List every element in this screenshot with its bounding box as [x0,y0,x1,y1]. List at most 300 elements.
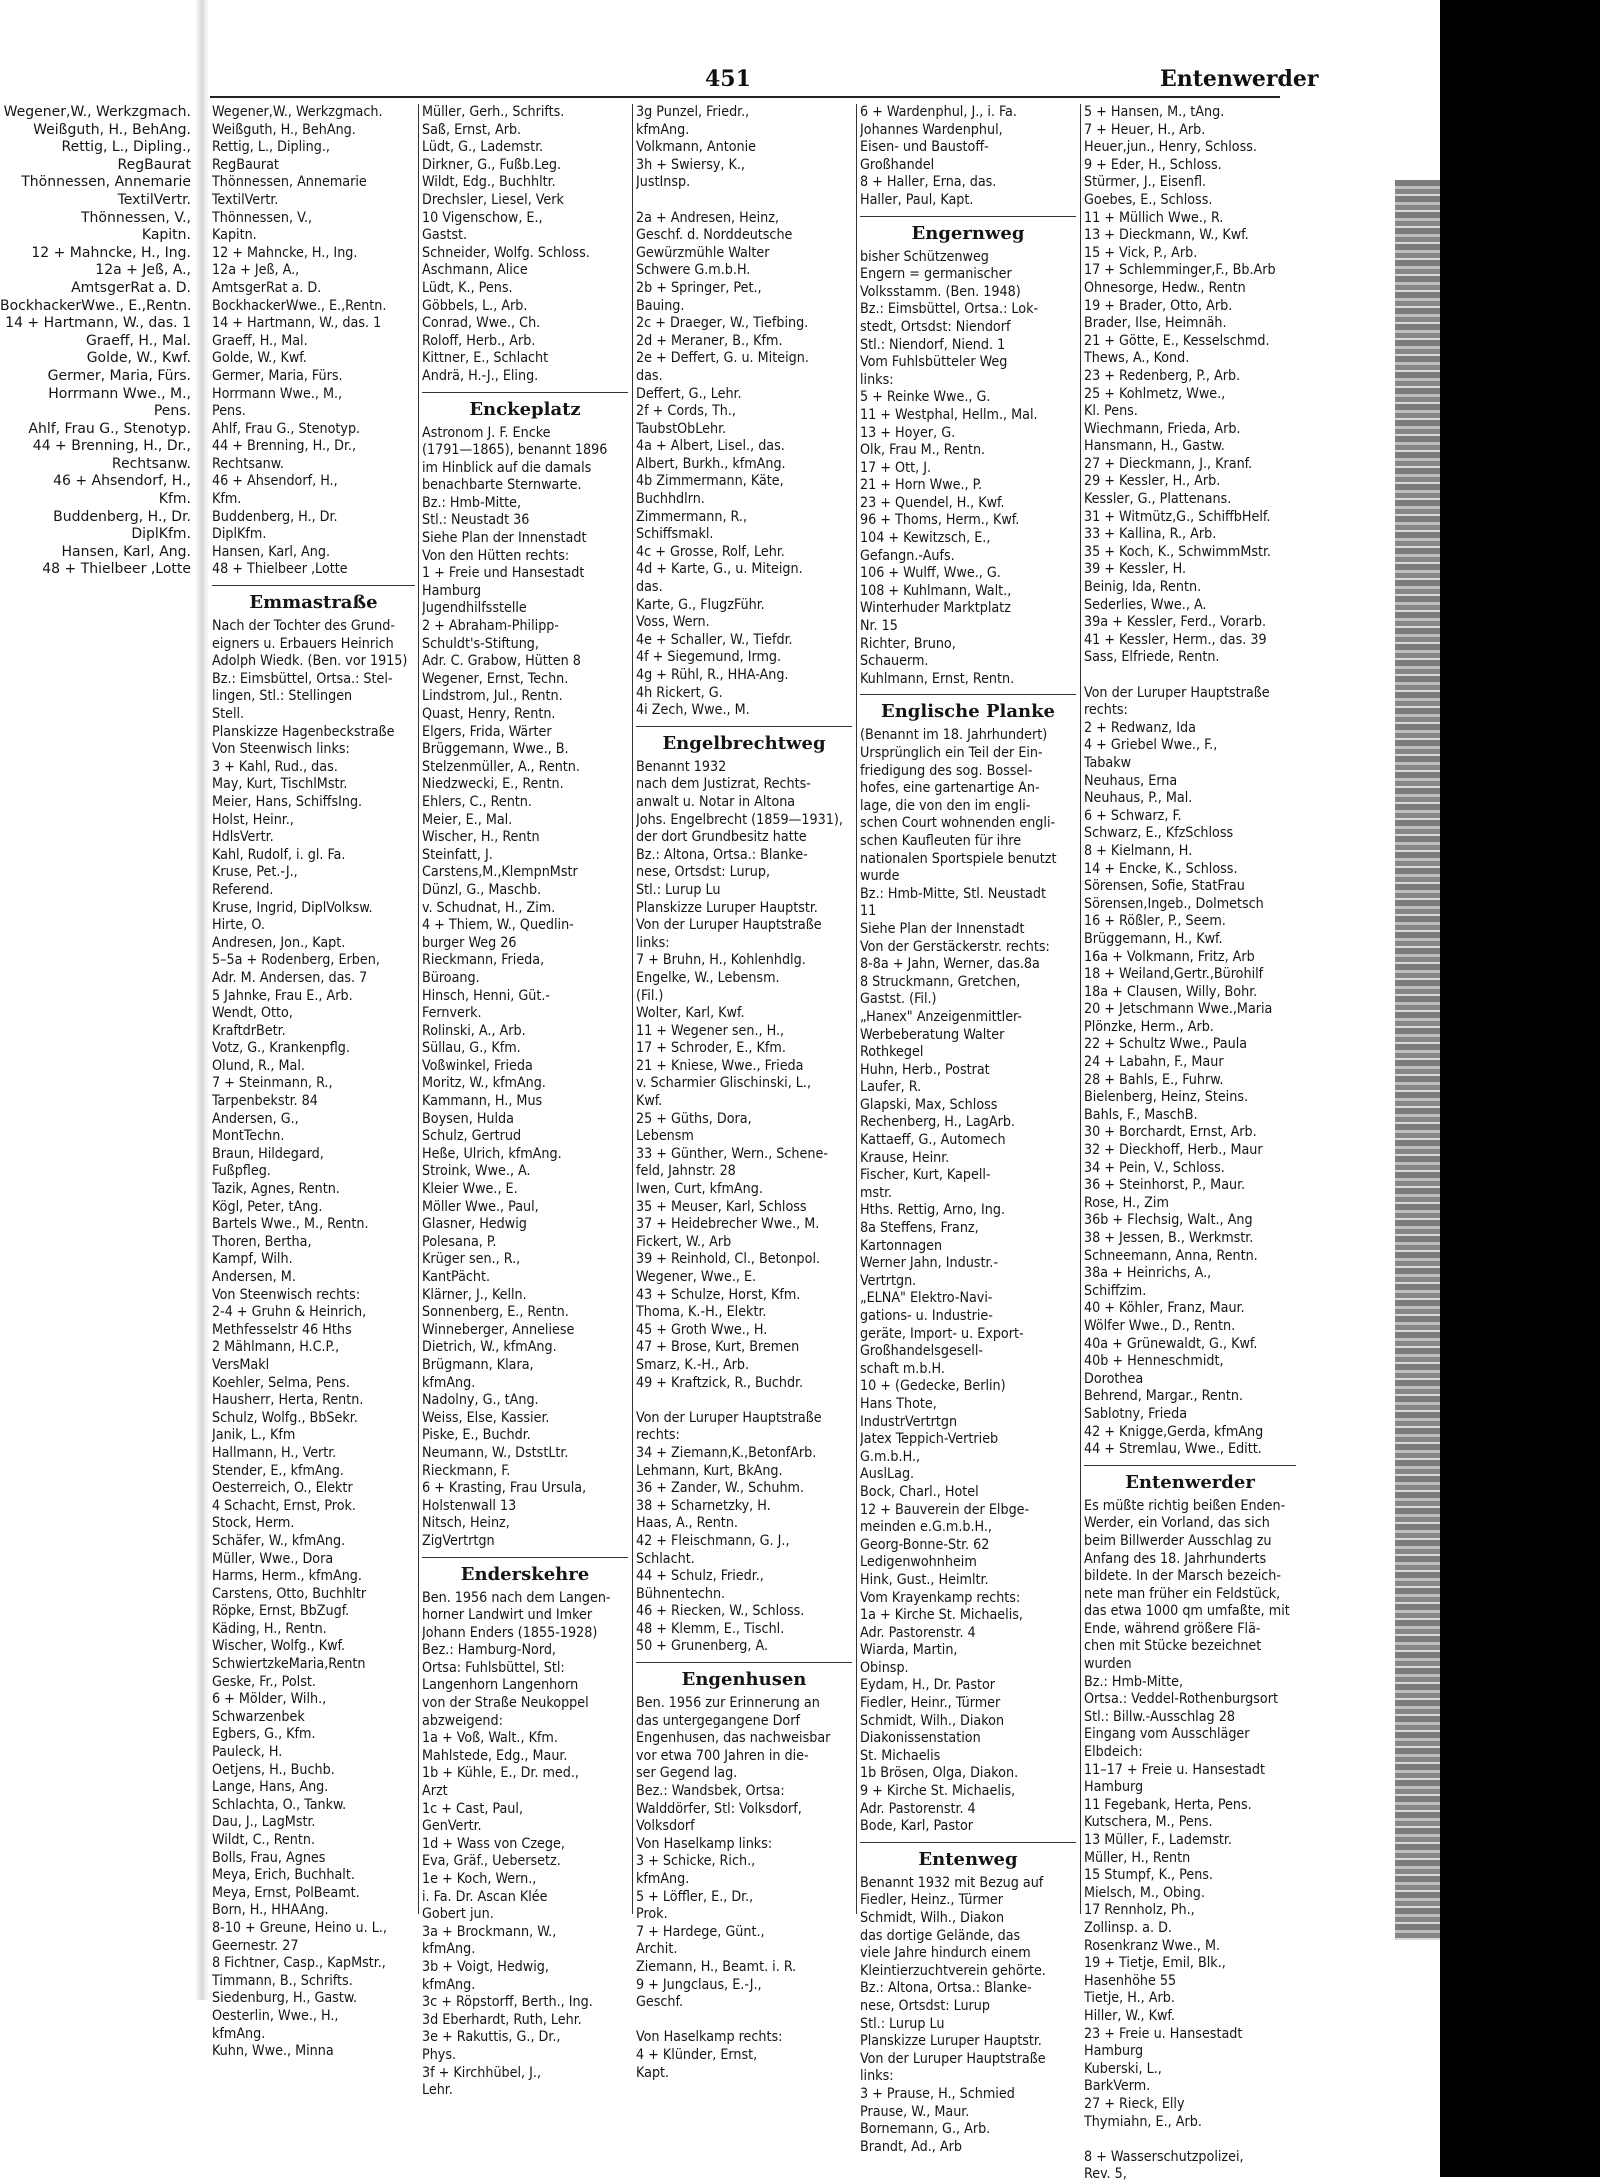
directory-line: 42 + Fleischmann, G. J., [636,1532,790,1549]
directory-line: Süllau, G., Kfm. [422,1040,521,1057]
directory-line: 17 + Ott, J. [860,459,932,476]
directory-line: Elbdeich: [1084,1744,1143,1761]
directory-line: 39 + Reinhold, Cl., Betonpol. [636,1251,821,1268]
directory-line: 9 + Eder, H., Schloss. [1084,156,1222,173]
directory-line: DiplKfm. [212,526,267,543]
directory-line: Polesana, P. [422,1233,497,1250]
directory-line: Von Haselkamp rechts: [636,2029,783,2046]
directory-line: Rechtsanw. [212,455,284,472]
directory-line: BockhackerWwe., E.,Rentn. [212,297,387,314]
directory-line: Haas, A., Rentn. [636,1515,738,1532]
directory-line: 23 + Quendel, H., Kwf. [860,494,1005,511]
directory-line: Bez.: Hamburg-Nord, [422,1642,556,1659]
directory-line: Krüger sen., R., [422,1251,521,1268]
directory-line: Engelke, W., Lebensm. [636,969,780,986]
directory-line: 1c + Cast, Paul, [422,1800,524,1817]
directory-line: 14 + Encke, K., Schloss. [1084,860,1238,877]
directory-line: Sass, Elfriede, Rentn. [1084,649,1220,666]
directory-line: Heuer,jun., Henry, Schloss. [1084,139,1257,156]
directory-line: Albert, Burkh., kfmAng. [636,455,786,472]
directory-line: KraftdrBetr. [212,1022,286,1039]
directory-line: Dietrich, W., kfmAng. [422,1339,557,1356]
directory-line: Bz.: Eimsbüttel, Ortsa.: Lok- [860,301,1039,318]
directory-line: Braun, Hildegard, [212,1145,324,1162]
directory-line: Thoma, K.-H., Elektr. [636,1304,767,1321]
directory-line: Hamburg [1084,1779,1144,1796]
directory-line: 22 + Schultz Wwe., Paula [1084,1036,1248,1053]
directory-line: Eydam, H., Dr. Pastor [860,1677,996,1694]
directory-line: 8a Steffens, Franz, [860,1220,979,1237]
directory-line: 8 Fichtner, Casp., KapMstr., [212,1955,386,1972]
directory-line: Schwere G.m.b.H. [636,262,751,279]
directory-line: rechts: [636,1427,680,1444]
directory-line: Bahls, F., MaschB. [1084,1106,1198,1123]
directory-line: Rosenkranz Wwe., M. [1084,1937,1221,1954]
directory-line: Carstens,M.,KlempnMstr [422,864,578,881]
directory-line: Thönnessen, V., [212,209,313,226]
directory-line: Ortsa.: Veddel-Rothenburgsort [1084,1691,1278,1708]
directory-line: 8-8a + Jahn, Werner, das.8a [860,956,1040,973]
directory-line: 3d Eberhardt, Ruth, Lehr. [422,2011,582,2028]
scan-black-border [1440,0,1600,2177]
directory-line: Wölfer Wwe., D., Rentn. [1084,1317,1236,1334]
directory-line: 36b + Flechsig, Walt., Ang [1084,1212,1253,1229]
directory-line: 16 + Rößler, P., Seem. [1084,913,1226,930]
directory-line: „ELNA" Elektro-Navi- [860,1290,993,1307]
directory-line: Planskizze Luruper Hauptstr. [636,899,818,916]
street-heading: Engernweg [860,216,1076,247]
directory-line: Neuhaus, Erna [1084,772,1178,789]
directory-line: Karte, G., FlugzFühr. [636,596,765,613]
directory-line: Hansen, Karl, Ang. [212,543,331,560]
directory-line: Engern = germanischer [860,266,1012,283]
directory-line: Andersen, M. [212,1269,296,1285]
directory-line: hofes, eine gartenartige An- [860,780,1040,797]
directory-line: Lindstrom, Jul., Rentn. [422,688,563,705]
directory-line: 3g Punzel, Friedr., [636,104,750,120]
directory-line: 25 + Güths, Dora, [636,1110,752,1127]
directory-line: Obinsp. [860,1659,909,1676]
directory-line: Ende, während größere Flä- [1084,1620,1261,1637]
directory-line: AuslLag. [860,1466,915,1483]
directory-line: 96 + Thoms, Herm., Kwf. [860,512,1020,529]
directory-line: Bornemann, G., Arb. [860,2121,991,2138]
directory-line: TextilVertr. [212,191,279,208]
directory-line: 23 + Redenberg, P., Arb. [1084,367,1241,384]
directory-line: 38 + Scharnetzky, H. [636,1497,771,1514]
directory-line: Rieckmann, F. [422,1462,511,1479]
directory-line: Hansmann, H., Gastw. [1084,438,1225,455]
directory-line: Es müßte richtig beißen Enden- [1084,1497,1286,1514]
directory-line: 9 + Jungclaus, E.-J., [636,1976,762,1993]
directory-line: 4g + Rühl, R., HHA-Ang. [636,667,789,683]
directory-line: Smarz, K.-H., Arb. [636,1356,750,1373]
directory-line: lingen, Stl.: Stellingen [212,688,353,705]
directory-line: Planskizze Luruper Hauptstr. [860,2033,1042,2050]
directory-line: Hiller, W., Kwf. [1084,2007,1175,2024]
column-divider [632,104,633,1914]
directory-line: Thews, A., Kond. [1084,350,1190,367]
directory-line: bildete. In der Marsch bezeich- [1084,1568,1281,1585]
directory-line: 108 + Kuhlmann, Walt., [860,582,1012,599]
directory-line: 46 + Riecken, W., Schloss. [636,1603,805,1620]
directory-line: Elgers, Frida, Wärter [422,723,552,740]
directory-line: 11 [860,903,877,920]
directory-line: Käding, H., Rentn. [212,1620,327,1637]
directory-line: Rolinski, A., Arb. [422,1022,526,1039]
directory-line: benachbarte Sternwarte. [422,477,582,494]
directory-line: Großhandelsgesell- [860,1343,984,1360]
directory-line: Kessler, G., Plattenans. [1084,491,1232,508]
directory-line: Wegener, Ernst, Techn. [422,670,569,687]
directory-line: Stl.: Niendorf, Niend. 1 [860,336,1006,353]
fragment-line: Kfm. [158,491,191,508]
directory-line: 41 + Kessler, Herm., das. 39 [1084,631,1267,648]
directory-line: Wegener,W., Werkzgmach. [212,104,383,120]
directory-line: 5 + Löffler, E., Dr., [636,1888,754,1905]
running-head: Entenwerder [1160,66,1319,92]
directory-line: Hans Thote, [860,1395,937,1412]
fragment-line: 12 + Mahncke, H., Ing. [31,244,191,261]
directory-line: Pauleck, H. [212,1744,283,1761]
directory-line: Rechenberg, H., LagArb. [860,1114,1015,1131]
street-heading: Engenhusen [636,1662,852,1693]
directory-line: 4i Zech, Wwe., M. [636,702,750,719]
directory-line: 4d + Karte, G., u. Miteign. [636,561,803,578]
directory-line: Kahl, Rudolf, i. gl. Fa. [212,846,346,863]
directory-line: Nach der Tochter des Grund- [212,618,395,635]
directory-line: Schiffzim. [1084,1282,1147,1299]
directory-line: Schlachta, O., Tankw. [212,1796,347,1813]
directory-line: schen Court wohnenden engli- [860,815,1056,832]
column-5 [1084,104,1296,2184]
directory-line: Bz.: Hmb-Mitte, [1084,1673,1184,1690]
column-divider [1080,104,1081,1914]
directory-line: 3e + Rakuttis, G., Dr., [422,2029,561,2046]
directory-line: burger Weg 26 [422,934,517,951]
directory-line [636,2012,852,2030]
directory-line: Brügmann, Klara, [422,1356,534,1373]
fragment-line: Rechtsanw. [111,455,191,472]
directory-line: Röpke, Ernst, BbZugf. [212,1603,350,1620]
fragment-line: Rettig, L., Dipling., [61,139,191,156]
directory-line: 2e + Deffert, G. u. Miteign. [636,350,809,367]
directory-line: Von den Hütten rechts: [422,547,570,564]
directory-line: 2b + Springer, Pet., [636,279,762,296]
fragment-line: Wegener,W., Werkzgmach. [3,104,191,120]
directory-line: Wischer, H., Rentn [422,829,540,846]
directory-line: 40a + Grünewaldt, G., Kwf. [1084,1335,1258,1352]
directory-line: Diakonissenstation [860,1730,981,1747]
directory-line: 13 + Hoyer, G. [860,424,956,441]
directory-line: Gastst. [422,227,468,244]
directory-line: Schwarz, E., KfzSchloss [1084,825,1234,842]
directory-line: Vom Fuhlsbütteler Weg [860,354,1008,371]
directory-line: kfmAng. [636,121,690,138]
directory-line: Zollinsp. a. D. [1084,1919,1172,1936]
directory-line: 3c + Röpstorff, Berth., Ing. [422,1994,593,2011]
directory-line: Bez.: Wandsbek, Ortsa: [636,1783,785,1800]
fragment-line: Thönnessen, Annemarie [21,174,191,191]
directory-line: 15 Stumpf, K., Pens. [1084,1867,1213,1884]
directory-line: Hinsch, Henni, Güt.- [422,987,551,1004]
directory-line: Langenhorn Langenhorn [422,1677,579,1694]
directory-line: Richter, Bruno, [860,635,956,652]
directory-line: schen Kaufleuten für ihre [860,832,1022,849]
directory-line: 1b Brösen, Olga, Diakon. [860,1765,1019,1782]
directory-line: Großhandel [860,156,935,173]
directory-line: Möller Wwe., Paul, [422,1198,539,1215]
directory-line: Quast, Henry, Rentn. [422,706,556,722]
directory-line: Hausherr, Herta, Rentn. [212,1392,364,1409]
directory-line: 35 + Meuser, Karl, Schloss [636,1198,807,1215]
directory-line: Fischer, Kurt, Kapell- [860,1167,991,1184]
street-heading: Englische Planke [860,694,1076,725]
directory-line: feld, Jahnstr. 28 [636,1163,736,1180]
fragment-line: Thönnessen, V., [81,209,191,226]
directory-line: Sörensen, Sofie, StatFrau [1084,878,1245,895]
directory-line: (1791—1865), benannt 1896 [422,442,608,459]
directory-line: 7 + Heuer, H., Arb. [1084,121,1206,138]
fragment-line: TextilVertr. [117,191,191,208]
directory-line: Siehe Plan der Innenstadt [860,920,1025,937]
directory-line: 4f + Siegemund, Irmg. [636,649,782,666]
directory-line: 2d + Meraner, B., Kfm. [636,332,783,349]
directory-line: ZigVertrtgn [422,1532,495,1549]
directory-line: friedigung des sog. Bossel- [860,762,1033,779]
street-heading: Enderskehre [422,1557,628,1588]
directory-line: Geschf. [636,1994,684,2011]
directory-line: MontTechn. [212,1128,285,1145]
directory-line: 4 Schacht, Ernst, Prok. [212,1497,356,1514]
fragment-line: RegBaurat [117,156,191,173]
directory-line: Kattaeff, G., Automech [860,1132,1006,1149]
directory-line: Rev. 5, [1084,2166,1127,2183]
directory-line: bisher Schützenweg [860,248,989,265]
directory-line: Jatex Teppich-Vertrieb [860,1431,999,1448]
scan-bleed-artifact [1395,180,1443,1940]
directory-line: Ben. 1956 zur Erinnerung an [636,1695,820,1712]
directory-line: 44 + Brenning, H., Dr., [212,438,357,455]
directory-line: Holst, Heinr., [212,811,294,828]
directory-line: Stender, E., kfmAng. [212,1462,344,1479]
directory-line: Weiss, Else, Kassier. [422,1409,550,1426]
directory-line: (Fil.) [636,987,664,1004]
fragment-line: 44 + Brenning, H., Dr., [32,438,191,455]
directory-line: Hamburg [1084,2043,1144,2060]
fragment-line: Horrmann Wwe., M., [48,385,191,402]
fragment-line: 46 + Ahsendorf, H., [53,473,191,490]
directory-line: Volkmann, Antonie [636,139,757,156]
directory-line: Brandt, Ad., Arb [860,2138,962,2155]
directory-line: 2a + Andresen, Heinz, [636,209,780,226]
directory-line: 19 + Tietje, Emil, Blk., [1084,1955,1226,1972]
directory-line: 3 + Kahl, Rud., das. [212,758,338,775]
directory-line: Sablotny, Frieda [1084,1405,1188,1422]
directory-line: Saß, Ernst, Arb. [422,121,522,138]
directory-line: 33 + Günther, Wern., Schene- [636,1145,828,1162]
directory-line: 7 + Steinmann, R., [212,1075,333,1092]
fragment-line: Hansen, Karl, Ang. [61,543,191,560]
directory-line: Fußpfleg. [212,1163,271,1180]
directory-line: das. [636,579,663,596]
directory-line: 3 + Prause, H., Schmied [860,2085,1015,2102]
directory-line: Planskizze Hagenbeckstraße [212,723,395,740]
directory-line: 48 + Klemm, E., Tischl. [636,1620,785,1637]
directory-line: Wildt, Edg., Buchhltr. [422,174,556,191]
directory-line: kfmAng. [212,2025,266,2042]
directory-line: 5–5a + Rodenberg, Erben, [212,952,380,969]
directory-line: 48 + Thielbeer ,Lotte [212,561,348,578]
directory-line: Kögl, Peter, tAng. [212,1198,323,1215]
directory-line: 8 Struckmann, Gretchen, [860,973,1021,990]
directory-line: Kleier Wwe., E. [422,1181,518,1198]
directory-line: 6 + Schwarz, F. [1084,807,1182,824]
directory-line: 18 + Weiland,Gertr.,Bürohilf [1084,966,1264,983]
directory-line: 38 + Jessen, B., Werkmstr. [1084,1230,1254,1246]
directory-line: 34 + Pein, V., Schloss. [1084,1159,1225,1176]
directory-line: Egbers, G., Kfm. [212,1726,316,1743]
directory-line: Kuberski, L., [1084,2060,1162,2077]
directory-line: 2 + Abraham-Philipp- [422,618,560,635]
directory-line: 3 + Schicke, Rich., [636,1853,756,1870]
directory-line: Pens. [212,403,246,420]
directory-line: wurde [860,868,900,885]
directory-line: 4 + Klünder, Ernst, [636,2046,758,2063]
directory-line: 104 + Kewitzsch, E., [860,530,991,547]
directory-line: 2f + Cords, Th., [636,403,736,420]
directory-line: BarkVerm. [1084,2078,1151,2095]
directory-line: 4e + Schaller, W., Tiefdr. [636,631,793,648]
directory-line: G.m.b.H., [860,1448,921,1465]
fragment-line: AmtsgerRat a. D. [71,279,191,296]
directory-line: „Hanex" Anzeigenmittler- [860,1008,1022,1025]
directory-line: Werbeberatung Walter [860,1026,1005,1043]
directory-line: Geschf. d. Norddeutsche [636,227,793,244]
directory-line: Schiffsmakl. [636,526,714,543]
directory-line: Rose, H., Zim [1084,1194,1169,1211]
directory-line: Andresen, Jon., Kapt. [212,934,346,951]
directory-line: Kruse, Ingrid, DiplVolksw. [212,899,373,916]
directory-line: Aschmann, Alice [422,262,528,279]
directory-line: Stl.: Lurup Lu [636,881,721,898]
directory-line: Stelzenmüller, A., Rentn. [422,758,580,775]
directory-line: 12 + Mahncke, H., Ing. [212,244,358,261]
directory-line: Timmann, B., Schrifts. [212,1972,353,1989]
directory-line: Siehe Plan der Innenstadt [422,530,587,547]
directory-line: Engenhusen, das nachweisbar [636,1730,831,1747]
directory-line: 4 + Thiem, W., Quedlin- [422,917,574,934]
directory-line: 21 + Kniese, Wwe., Frieda [636,1057,804,1074]
directory-line: Voss, Wern. [636,614,710,631]
directory-line: RegBaurat [212,156,279,173]
directory-line: Votz, G., Krankenpflg. [212,1040,350,1057]
directory-line: das dortige Gelände, das [860,1927,1021,1944]
directory-line: anwalt u. Notar in Altona [636,793,796,810]
directory-line: Büroang. [422,969,480,986]
directory-line: Schmidt, Wilh., Diakon [860,1712,1005,1729]
directory-line: Plönzke, Herm., Arb. [1084,1018,1214,1035]
directory-line: 43 + Schulze, Horst, Kfm. [636,1286,801,1303]
directory-line: Georg-Bonne-Str. 62 [860,1536,990,1553]
directory-line: 17 + Schlemminger,F., Bb.Arb [1084,262,1276,279]
directory-line: Kapt. [636,2064,670,2081]
directory-line: Bock, Charl., Hotel [860,1483,979,1500]
directory-line: 1 + Freie und Hansestadt [422,565,585,582]
directory-line: Müller, Gerh., Schrifts. [422,104,565,120]
directory-line: Schwarzenbek [212,1708,305,1725]
directory-line: Kwf. [636,1093,663,1110]
directory-line: 23 + Freie u. Hansestadt [1084,2025,1243,2042]
directory-line: 37 + Heidebrecher Wwe., M. [636,1216,820,1233]
directory-line: 8 + Wasserschutzpolizei, [1084,2148,1244,2165]
directory-line: Adr. Pastorenstr. 4 [860,1624,976,1641]
directory-line: 18a + Clausen, Willy, Bohr. [1084,983,1258,1000]
directory-line: lage, die von den im engli- [860,797,1031,814]
directory-line: Deffert, G., Lehr. [636,385,742,402]
directory-line: Horrmann Wwe., M., [212,385,343,402]
directory-line: mstr. [860,1184,893,1201]
directory-line: 45 + Groth Wwe., H. [636,1321,768,1338]
directory-line: 1d + Wass von Czege, [422,1835,565,1852]
street-heading: Engelbrechtweg [636,726,852,757]
directory-line: nete man früher ein Feldstück, [1084,1585,1281,1602]
directory-line: 1e + Koch, Wern., [422,1871,537,1887]
directory-line: 4 + Griebel Wwe., F., [1084,737,1218,754]
directory-line: viele Jahre hindurch einem [860,1945,1031,1962]
directory-line: Johannes Wardenphul, [860,121,1003,138]
directory-line: Glapski, Max, Schloss [860,1096,998,1113]
directory-line: Winterhuder Marktplatz [860,600,1011,617]
directory-line: Archit. [636,1941,678,1958]
directory-line: May, Kurt, TischlMstr. [212,776,348,793]
directory-line: 8 + Haller, Erna, das. [860,174,997,191]
directory-line: Bz.: Altona, Ortsa.: Blanke- [860,1980,1032,1997]
directory-line: Kutschera, M., Pens. [1084,1814,1213,1831]
street-heading: Entenweg [860,1842,1076,1873]
directory-line: Bielenberg, Heinz, Steins. [1084,1089,1249,1106]
book-gutter [195,0,209,2000]
directory-line: Phys. [422,2046,457,2063]
directory-line: 44 + Stremlau, Wwe., Editt. [1084,1441,1262,1458]
directory-line: Wiarda, Martin, [860,1642,958,1659]
directory-line: Schneider, Wolfg. Schloss. [422,244,590,261]
directory-line: Johs. Engelbrecht (1859—1931), [636,811,843,828]
directory-line: Hths. Rettig, Arno, Ing. [860,1202,1006,1219]
directory-line: Meya, Erich, Buchhalt. [212,1867,355,1884]
directory-line: Kampf, Wilh. [212,1251,293,1268]
directory-line: Fiedler, Heinr., Türmer [860,1695,1001,1712]
directory-line: 2-4 + Gruhn & Heinrich, [212,1304,367,1321]
directory-line [1084,667,1296,685]
directory-line: Bode, Karl, Pastor [860,1818,974,1835]
directory-line: Roloff, Herb., Arb. [422,332,536,349]
directory-line: Holstenwall 13 [422,1497,517,1514]
directory-line: Lange, Hans, Ang. [212,1779,329,1796]
fragment-line: Ahlf, Frau G., Stenotyp. [28,420,191,437]
directory-line: Geske, Fr., Polst. [212,1673,316,1690]
directory-line: St. Michaelis [860,1747,941,1764]
directory-line: Boysen, Hulda [422,1110,514,1127]
directory-line: Tazik, Agnes, Rentn. [212,1181,340,1198]
directory-line: Carstens, Otto, Buchhltr [212,1585,367,1602]
directory-line: 40 + Köhler, Franz, Maur. [1084,1300,1245,1317]
directory-line: Kartonnagen [860,1237,943,1254]
directory-line: Vom Krayenkamp rechts: [860,1589,1021,1606]
fragment-line: BockhackerWwe., E.,Rentn. [0,297,192,314]
directory-line: Dirkner, G., Fußb.Leg. [422,156,562,173]
directory-line [1084,2131,1296,2149]
